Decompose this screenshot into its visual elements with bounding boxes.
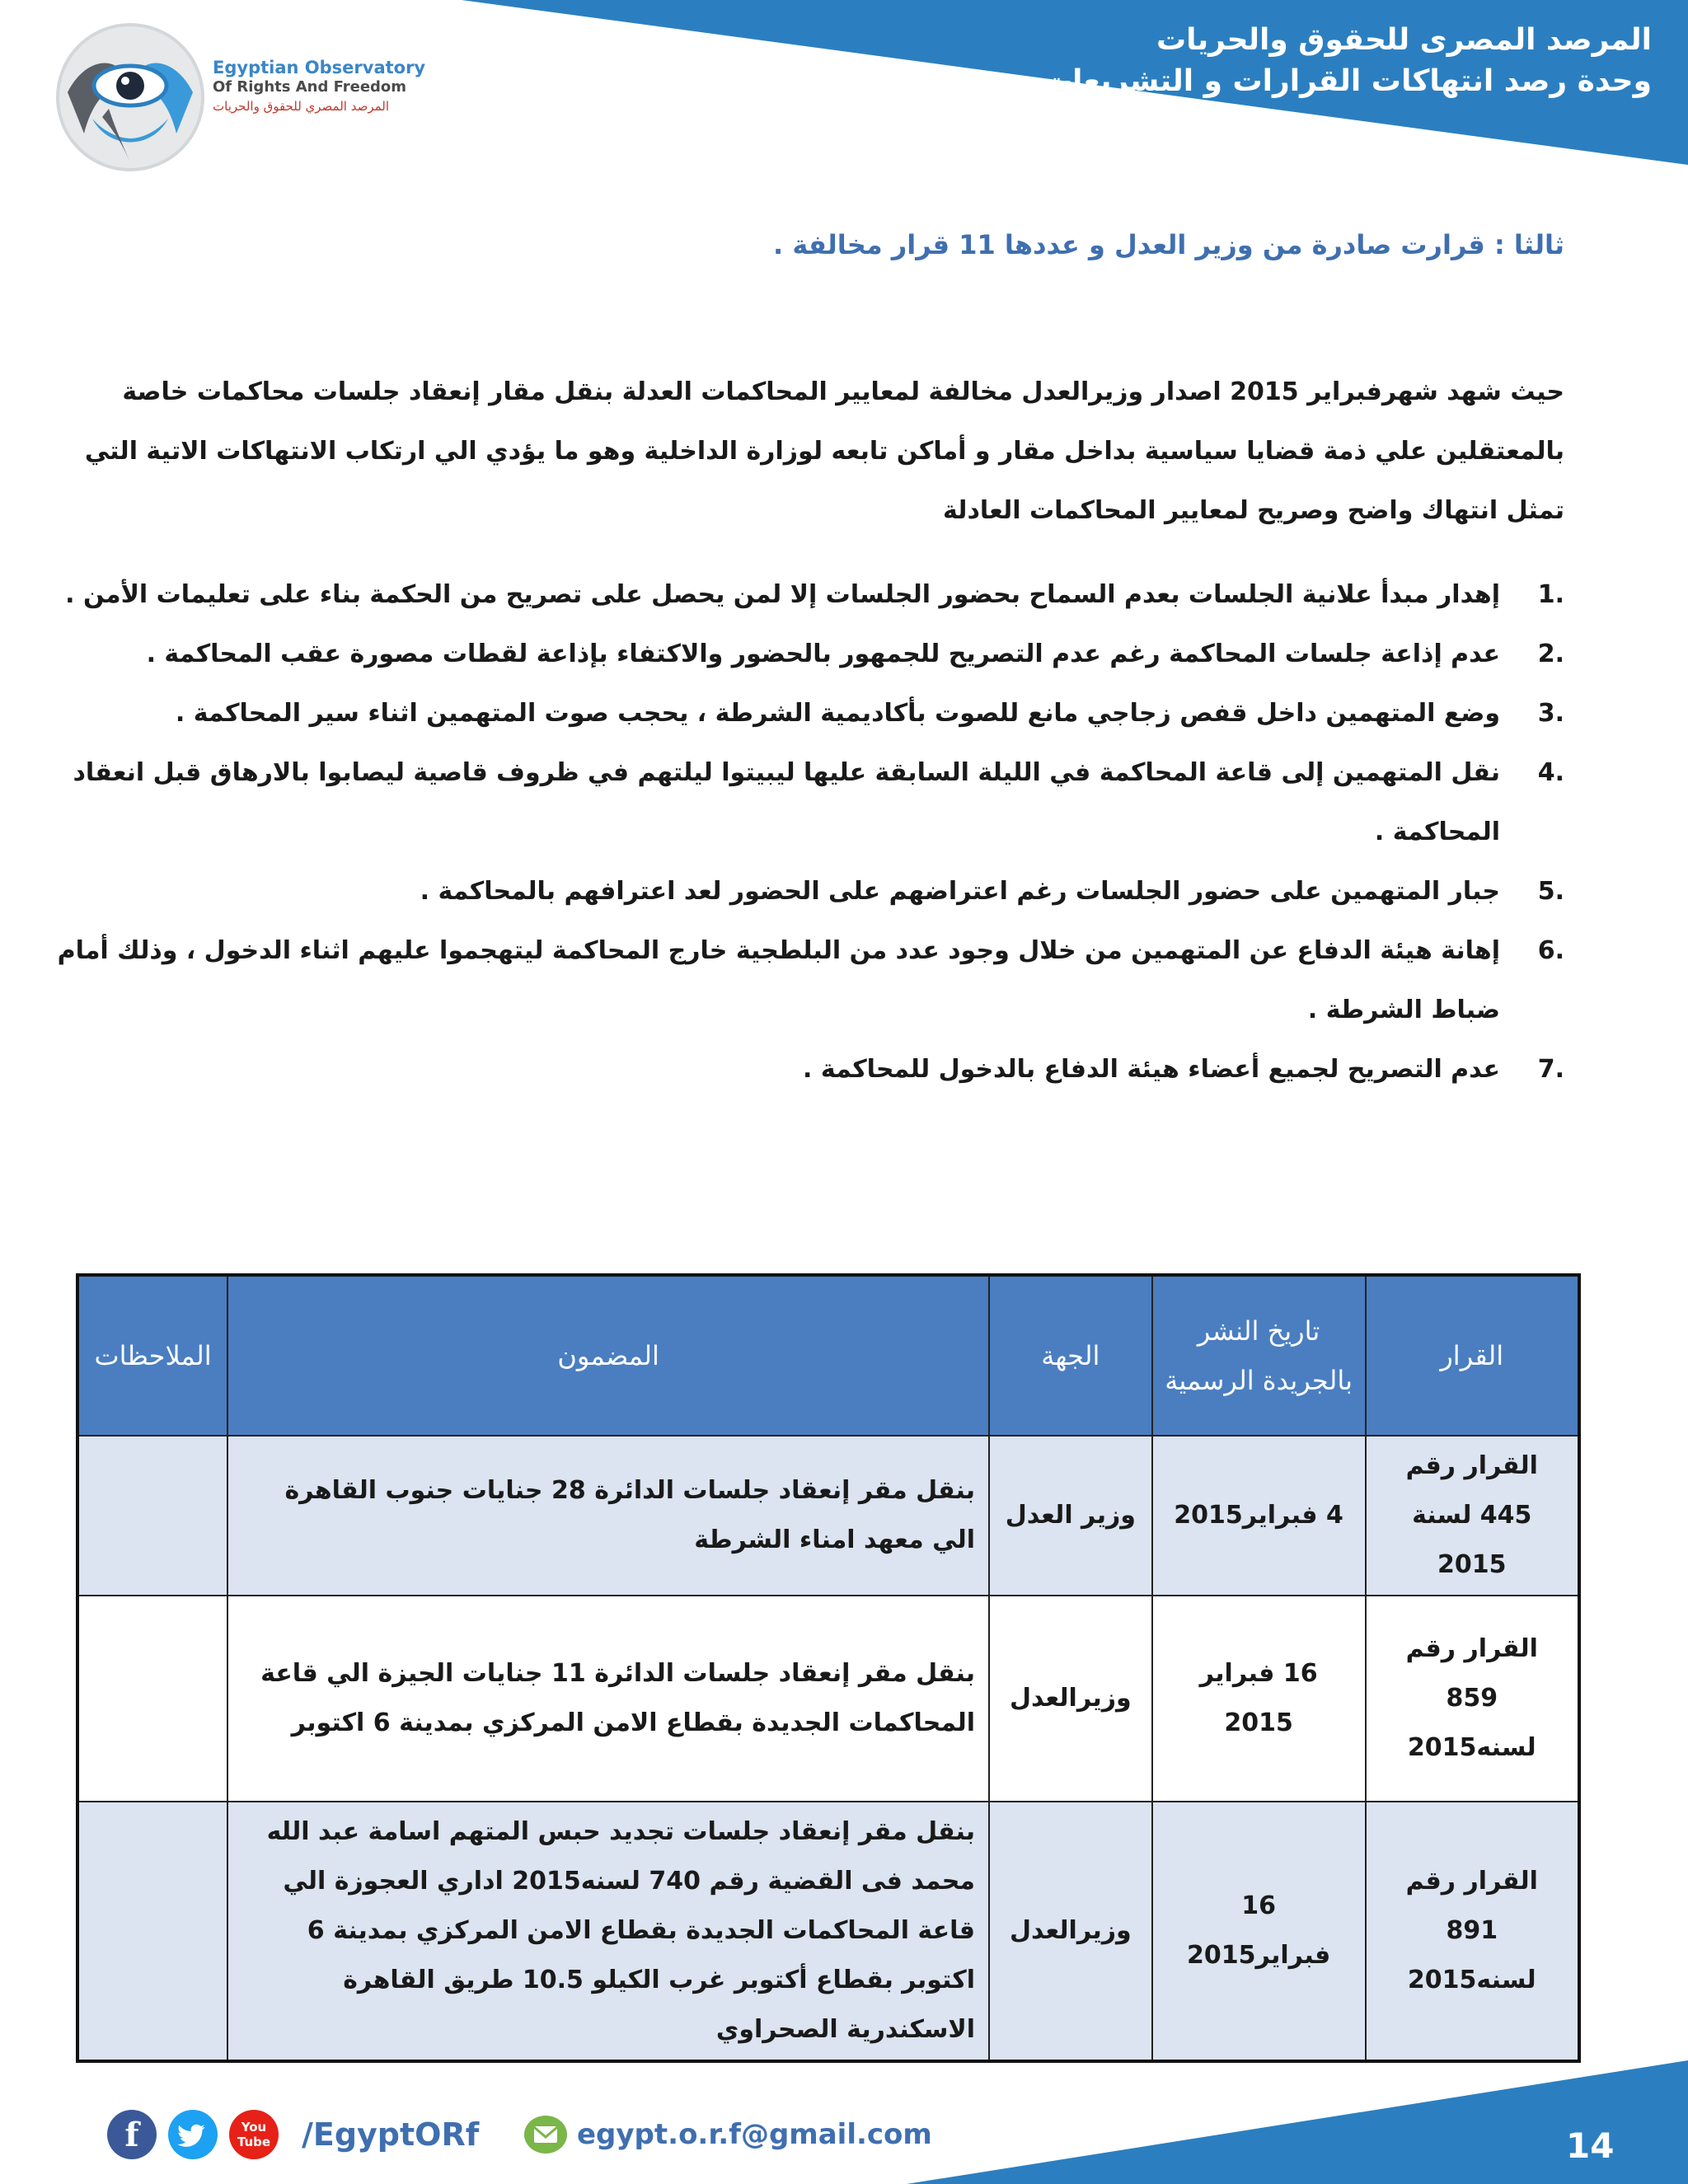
cell-decision: القرار رقم 859 لسنه2015 bbox=[1366, 1596, 1579, 1802]
list-item-number: 3. bbox=[1537, 699, 1564, 728]
cell-notes bbox=[77, 1436, 227, 1596]
list-item-number: 2. bbox=[1537, 640, 1564, 668]
cell-date: 16 فبراير2015 bbox=[1152, 1802, 1366, 2061]
column-header-publication-date: تاريخ النشر بالجريدة الرسمية bbox=[1152, 1275, 1366, 1436]
cell-notes bbox=[77, 1802, 227, 2061]
list-item-number: 7. bbox=[1537, 1055, 1564, 1084]
column-header-notes: الملاحظات bbox=[77, 1275, 227, 1436]
cell-notes bbox=[77, 1596, 227, 1802]
eye-hands-emblem-icon bbox=[59, 26, 201, 168]
list-item bbox=[56, 921, 1564, 1040]
cell-authority: وزيرالعدل bbox=[989, 1802, 1152, 2061]
cell-decision: القرار رقم 445 لسنة 2015 bbox=[1366, 1436, 1579, 1596]
cell-content: بنقل مقر إنعقاد جلسات الدائرة 11 جنايات الجيزة الي قاعة المحاكمات الجديدة بقطاع الامن المركزي بمدينة 6 اكتوبر bbox=[227, 1596, 989, 1802]
table-row bbox=[77, 1596, 1579, 1802]
list-item bbox=[56, 565, 1564, 625]
header-title-line-2: وحدة رصد انتهاكات القرارات و التشريعات bbox=[1042, 64, 1652, 98]
list-item-text: جبار المتهمين على حضور الجلسات رغم اعتراضهم على الحضور لعد اعترافهم بالمحاكمة . bbox=[420, 877, 1500, 906]
cell-content: بنقل مقر إنعقاد جلسات تجديد حبس المتهم اسامة عبد الله محمد فى القضية رقم 740 لسنه2015 اداري العجوزة الي قاعة المحاكمات الجديدة بقطاع الامن المركزي بمدينة 6 اكتوبر بقطاع أكتوبر غرب الكيلو 10.5 طريق القاهرة الاسكندرية الصحراوي bbox=[227, 1802, 989, 2061]
list-item-text: عدم التصريح لجميع أعضاء هيئة الدفاع بالدخول للمحاكمة . bbox=[803, 1055, 1500, 1084]
column-header-content: المضمون bbox=[227, 1275, 989, 1436]
page-number: 14 bbox=[1566, 2125, 1615, 2166]
envelope-icon bbox=[524, 2116, 567, 2154]
list-item-number: 1. bbox=[1537, 580, 1564, 609]
logo-english-line-1: Egyptian Observatory bbox=[213, 58, 426, 77]
list-item-number: 6. bbox=[1537, 936, 1564, 965]
header-title bbox=[1043, 20, 1652, 102]
cell-authority: وزيرالعدل bbox=[989, 1596, 1152, 1802]
list-item-text: إهانة هيئة الدفاع عن المتهمين من خلال وجود عدد من البلطجية خارج المحاكمة ليتهجموا عليهم اثناء الدخول ، وذلك أمام ضباط الشرطة . bbox=[57, 936, 1500, 1024]
twitter-bird-icon bbox=[168, 2110, 218, 2159]
logo-english-line-2: Of Rights And Freedom bbox=[213, 78, 407, 96]
facebook-icon[interactable]: f bbox=[107, 2110, 157, 2159]
youtube-icon[interactable]: You Tube bbox=[229, 2110, 279, 2159]
decisions-table bbox=[76, 1273, 1581, 2063]
list-item-text: وضع المتهمين داخل قفص زجاجي مانع للصوت بأكاديمية الشرطة ، يحجب صوت المتهمين اثناء سير المحاكمة . bbox=[175, 699, 1500, 728]
list-item-number: 4. bbox=[1537, 758, 1564, 787]
cell-authority: وزير العدل bbox=[989, 1436, 1152, 1596]
table-row bbox=[77, 1436, 1579, 1596]
list-item-number: 5. bbox=[1537, 877, 1564, 906]
cell-content: بنقل مقر إنعقاد جلسات الدائرة 28 جنايات جنوب القاهرة الي معهد امناء الشرطة bbox=[227, 1436, 989, 1596]
table-header-row bbox=[77, 1275, 1579, 1436]
list-item bbox=[56, 1040, 1564, 1099]
intro-paragraph: حيث شهد شهرفبراير 2015 اصدار وزيرالعدل مخالفة لمعايير المحاكمات العدلة بنقل مقار إنعقاد جلسات محاكمات خاصة بالمعتقلين علي ذمة قضايا سياسية بداخل مقار و أماكن تابعه لوزارة الداخلية وهو ما يؤدي الي ارتكاب الانتهاكات الاتية التي تمثل انتهاك واضح وصريح لمعايير المحاكمات العادلة bbox=[84, 377, 1564, 525]
logo-wordmark bbox=[213, 58, 427, 114]
section-heading: ثالثا : قرارت صادرة من وزير العدل و عددها 11 قرار مخالفة . bbox=[773, 229, 1564, 260]
cell-date: 4 فبراير2015 bbox=[1152, 1436, 1366, 1596]
violations-list bbox=[56, 565, 1564, 1099]
cell-decision: القرار رقم 891 لسنه2015 bbox=[1366, 1802, 1579, 2061]
list-item bbox=[56, 743, 1564, 862]
list-item bbox=[56, 625, 1564, 684]
column-header-authority: الجهة bbox=[989, 1275, 1152, 1436]
table-row bbox=[77, 1802, 1579, 2061]
header-title-line-1: المرصد المصرى للحقوق والحريات bbox=[1156, 23, 1652, 57]
twitter-icon[interactable] bbox=[168, 2110, 218, 2159]
mail-icon bbox=[524, 2116, 567, 2154]
social-handle-link[interactable]: /EgyptORf bbox=[302, 2116, 480, 2153]
list-item bbox=[56, 862, 1564, 921]
cell-date: 16 فبراير 2015 bbox=[1152, 1596, 1366, 1802]
list-item bbox=[56, 684, 1564, 743]
list-item-text: عدم إذاعة جلسات المحاكمة رغم عدم التصريح للجمهور بالحضور والاكتفاء بإذاعة لقطات مصورة عقب المحاكمة . bbox=[146, 640, 1500, 668]
column-header-decision: القرار bbox=[1366, 1275, 1579, 1436]
email-link[interactable]: egypt.o.r.f@gmail.com bbox=[577, 2118, 932, 2151]
observatory-logo bbox=[56, 23, 204, 171]
list-item-text: نقل المتهمين إلى قاعة المحاكمة في الليلة السابقة عليها ليبيتوا ليلتهم في ظروف قاصية ليصابوا بالارهاق قبل انعقاد المحاكمة . bbox=[73, 758, 1500, 846]
list-item-text: إهدار مبدأ علانية الجلسات بعدم السماح بحضور الجلسات إلا لمن يحصل على تصريح من الحكمة بناء على تعليمات الأمن . bbox=[65, 580, 1500, 609]
logo-arabic-name: المرصد المصري للحقوق والحريات bbox=[213, 99, 390, 114]
